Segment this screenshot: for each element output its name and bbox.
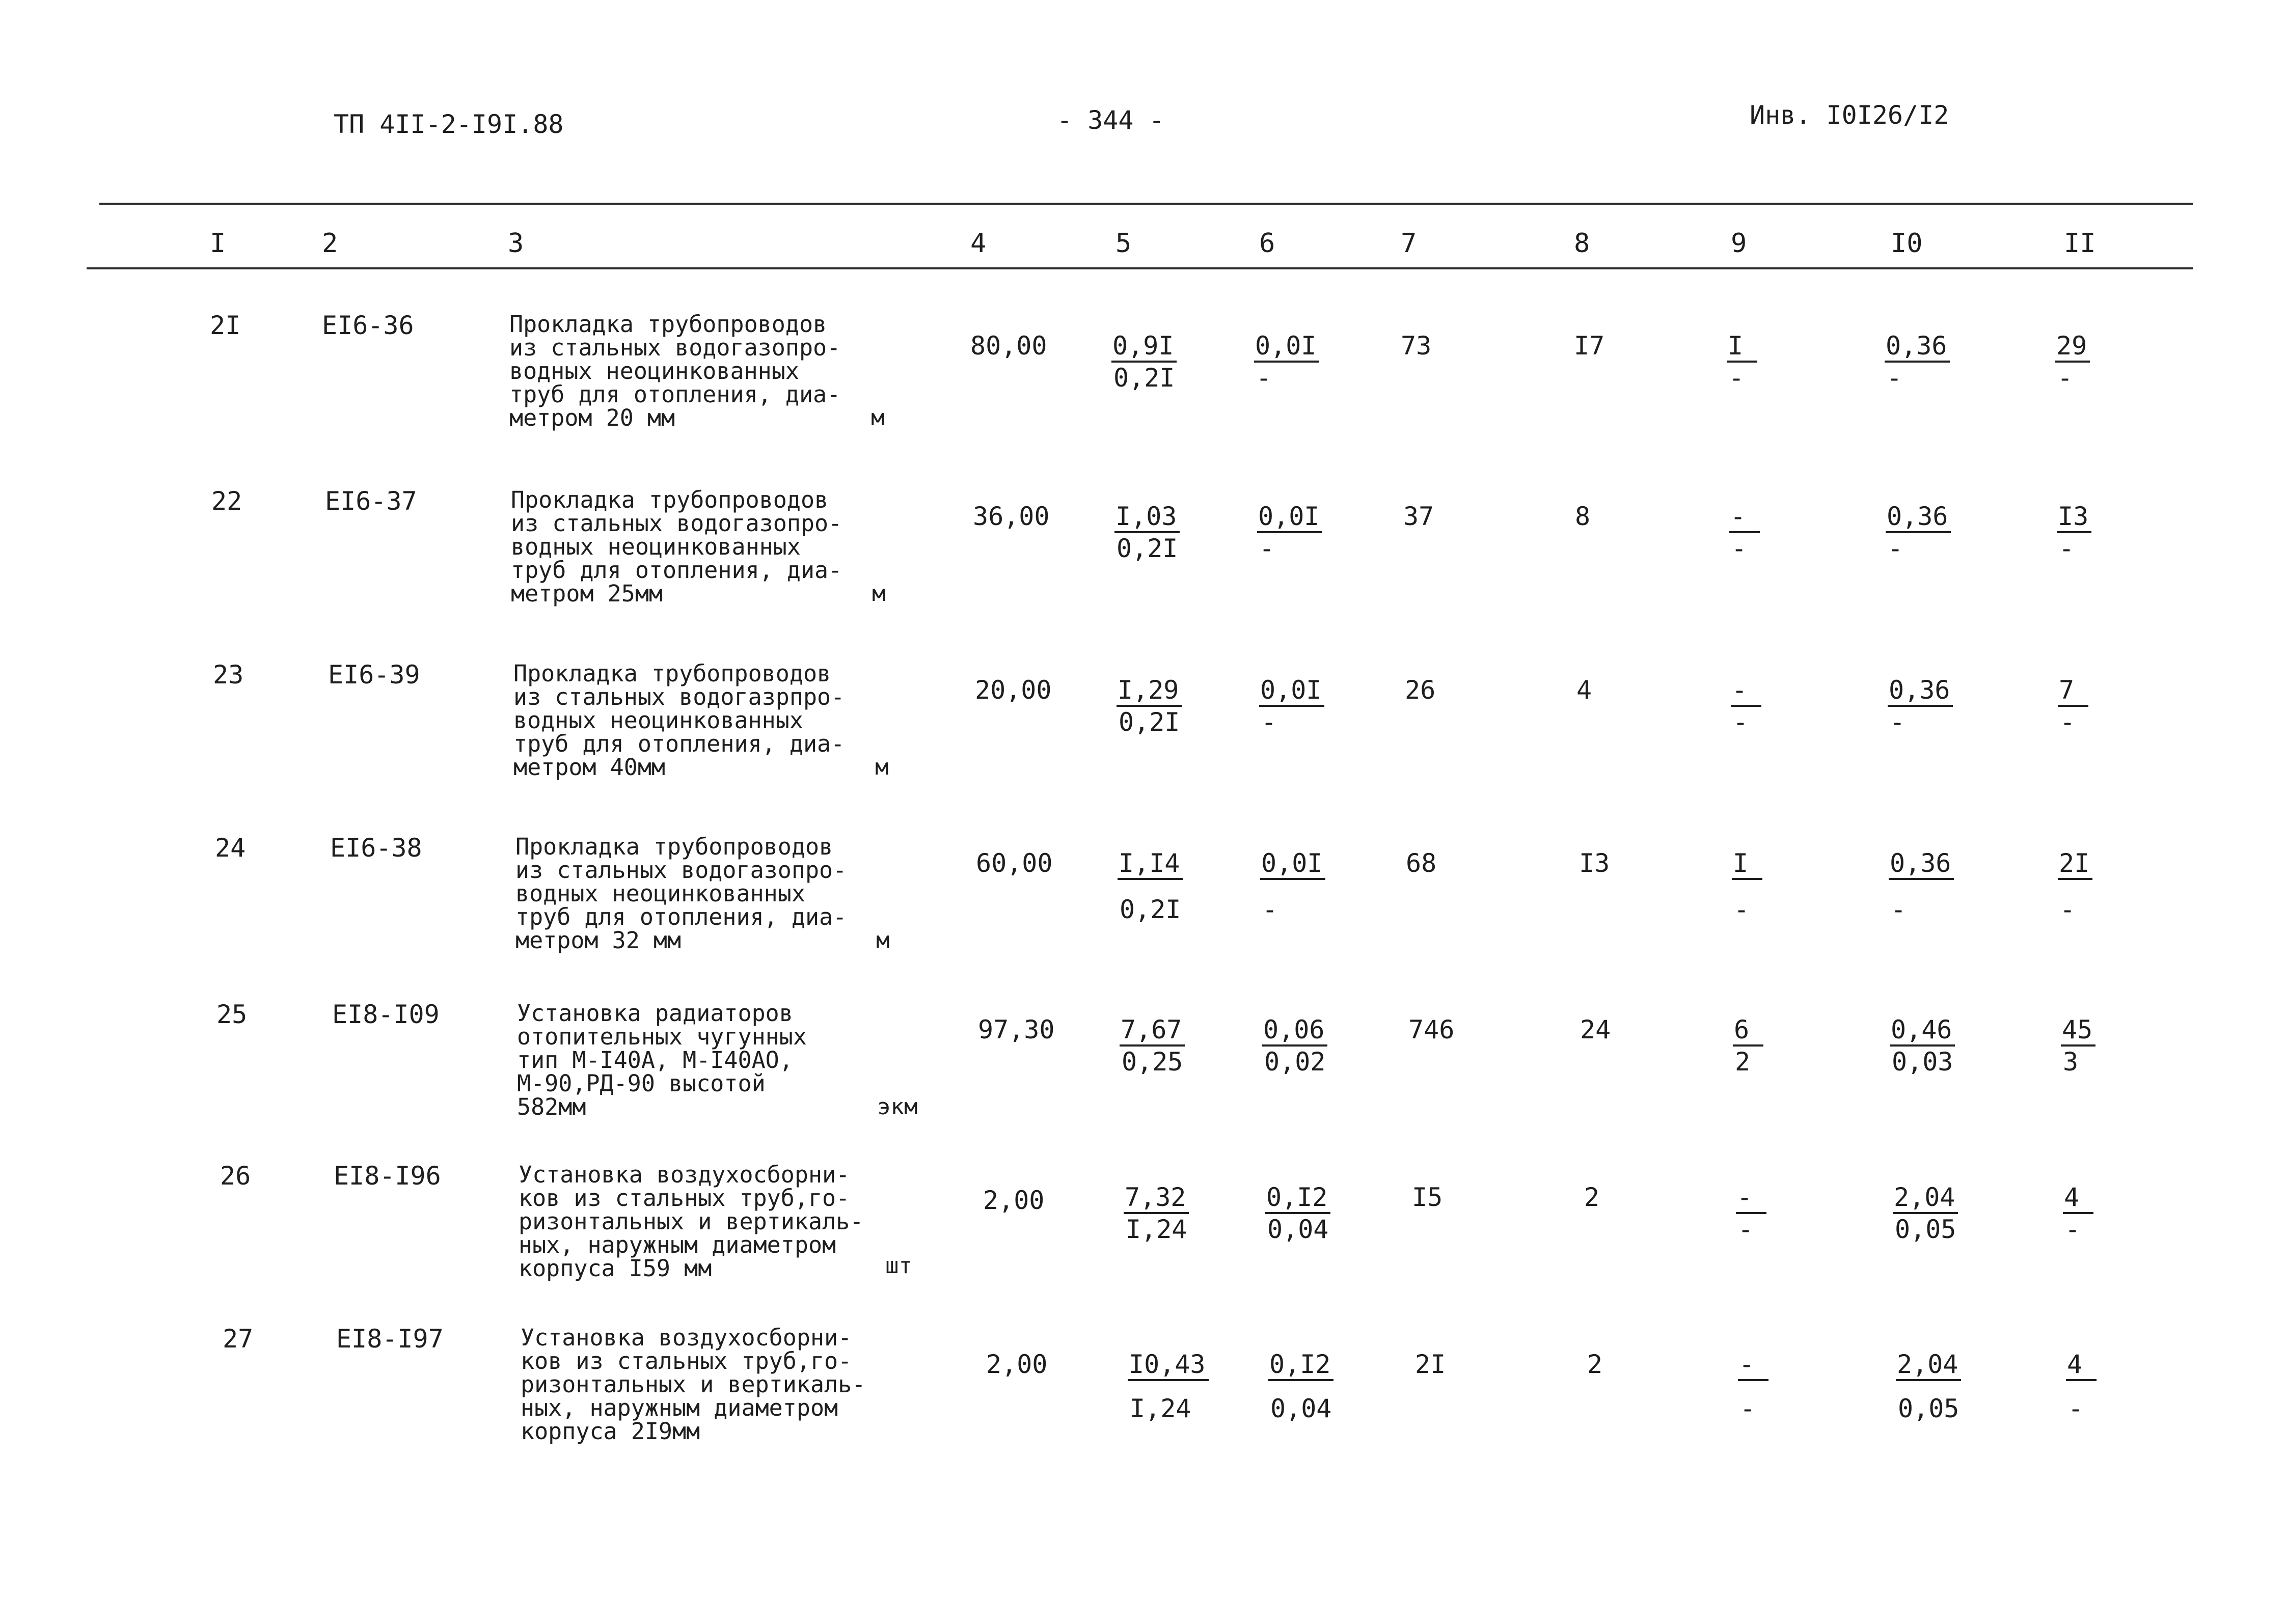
col7-value: 68 [1406,848,1437,878]
unit-of-measure: м [872,581,886,607]
row-number: 23 [213,660,244,690]
col8-value: I7 [1574,331,1605,361]
col11-value: I3 - [2057,502,2091,564]
rate-code: EI6-37 [325,486,417,516]
col5-value: $\frac{I,03}{0,2I}$ [1114,502,1180,564]
col7-value: 2I [1415,1350,1446,1379]
col5-value: $\frac{0,9I}{0,2I}$ [1111,331,1177,393]
table-top-rule [99,203,2193,205]
work-description: Прокладка трубопроводов из стальных водогазрпро- водных неоцинкованных труб для отопления, диа- метром 40мм [513,660,845,781]
work-description: Установка воздухосборни- ков из стальных труб,го- ризонтальных и вертикаль- ных, наружным диаметром корпуса I59 мм [519,1161,864,1282]
col5-value: $\frac{I0,43}{I,24}$ [1128,1350,1209,1424]
col6-value: $\frac{0,I2}{0,04}$ [1265,1182,1330,1245]
quantity: 2,00 [983,1186,1045,1215]
unit-of-measure: шт [885,1253,912,1279]
work-description: Установка радиаторов отопительных чугунных тип М-I40А, М-I40АО, М-90,РД-90 высотой 582мм [517,1000,807,1120]
work-description: Прокладка трубопроводов из стальных водогазопро- водных неоцинкованных труб для отопления, диа- метром 32 мм [515,833,847,954]
col11-value: 7 - [2058,675,2088,737]
row-number: 24 [215,833,246,863]
col5-value: $\frac{7,32}{I,24}$ [1124,1182,1189,1245]
row-number: 26 [220,1161,251,1191]
col6-value: $\frac{0,I2}{0,04}$ [1268,1350,1334,1424]
col5-value: $\frac{I,I4}{0,2I}$ [1118,848,1183,925]
col7-value: 37 [1403,502,1434,531]
page-number: - 344 - [1057,105,1164,135]
col8-value: 4 [1576,675,1592,705]
col8-value: I3 [1579,848,1610,878]
column-number-9: 9 [1731,228,1747,259]
col10-value: 0,36 - [1885,331,1950,393]
unit-of-measure: м [875,754,889,780]
unit-of-measure: экм [877,1094,918,1120]
column-number-1: I [210,228,226,259]
work-description: Установка воздухосборни- ков из стальных труб,го- ризонтальных и вертикаль- ных, наружным диаметром корпуса 2I9мм [521,1324,866,1445]
col7-value: 73 [1401,331,1432,361]
col9-value: - - [1736,1182,1766,1245]
row-number: 25 [216,1000,248,1029]
column-number-7: 7 [1401,228,1417,259]
col9-value: I - [1727,331,1757,393]
col11-value: 4 - [2066,1350,2097,1424]
quantity: 2,00 [986,1350,1048,1379]
col11-value: 29 - [2055,331,2090,393]
col10-value: $\frac{0,46}{0,03}$ [1890,1015,1955,1077]
quantity: 80,00 [970,331,1047,361]
quantity: 60,00 [976,848,1053,878]
col8-value: 8 [1575,502,1591,531]
unit-of-measure: м [871,405,885,431]
col9-value: - - [1731,675,1761,737]
col10-value: $\frac{2,04}{0,05}$ [1893,1182,1958,1245]
col9-value: I - [1732,848,1762,925]
col10-value: 0,36 - [1889,848,1954,925]
col10-value: $\frac{2,04}{0,05}$ [1896,1350,1961,1424]
column-number-5: 5 [1115,228,1132,259]
col8-value: 2 [1584,1182,1600,1212]
col11-value: 2I - [2058,848,2092,925]
col10-value: 0,36 - [1886,502,1951,564]
rate-code: EI6-36 [322,311,414,340]
col5-value: $\frac{7,67}{0,25}$ [1120,1015,1185,1077]
rate-code: EI6-39 [328,660,420,690]
col6-value: 0,0I - [1257,502,1322,564]
col9-value: - - [1738,1350,1768,1424]
inventory-number: Инв. I0I26/I2 [1750,100,1949,130]
col6-value: 0,0I - [1259,675,1324,737]
row-number: 27 [223,1324,254,1354]
col11-value: $\frac{45}{3}$ [2061,1015,2096,1077]
rate-code: EI8-I96 [334,1161,441,1191]
unit-of-measure: м [876,927,890,953]
col9-value: $\frac{6}{2}$ [1733,1015,1763,1077]
column-number-10: I0 [1891,228,1923,259]
col8-value: 24 [1580,1015,1611,1044]
column-number-3: 3 [508,228,524,259]
quantity: 97,30 [978,1015,1055,1044]
column-number-8: 8 [1574,228,1590,259]
col6-value: 0,0I - [1254,331,1319,393]
quantity: 36,00 [973,502,1050,531]
rate-code: EI6-38 [330,833,422,863]
work-description: Прокладка трубопроводов из стальных водогазопро- водных неоцинкованных труб для отопления, диа- метром 25мм [511,486,842,607]
col8-value: 2 [1587,1350,1603,1379]
quantity: 20,00 [975,675,1052,705]
row-number: 2I [210,311,241,340]
col7-value: 746 [1408,1015,1455,1044]
document-code: ТП 4II-2-I9I.88 [334,109,564,139]
col9-value: - - [1729,502,1760,564]
col10-value: 0,36 - [1888,675,1953,737]
column-number-6: 6 [1259,228,1275,259]
column-number-2: 2 [322,228,338,259]
column-number-11: II [2064,228,2096,259]
col7-value: 26 [1405,675,1436,705]
col5-value: $\frac{I,29}{0,2I}$ [1117,675,1182,737]
col6-value: $\frac{0,06}{0,02}$ [1262,1015,1327,1077]
column-number-4: 4 [970,228,987,259]
work-description: Прокладка трубопроводов из стальных водогазопро- водных неоцинкованных труб для отопления, диа- метром 20 мм [509,311,841,431]
table-header-rule [87,267,2193,269]
col7-value: I5 [1412,1182,1443,1212]
rate-code: EI8-I97 [336,1324,444,1354]
col6-value: 0,0I - [1260,848,1325,925]
rate-code: EI8-I09 [332,1000,440,1029]
col11-value: 4 - [2063,1182,2093,1245]
row-number: 22 [211,486,242,516]
